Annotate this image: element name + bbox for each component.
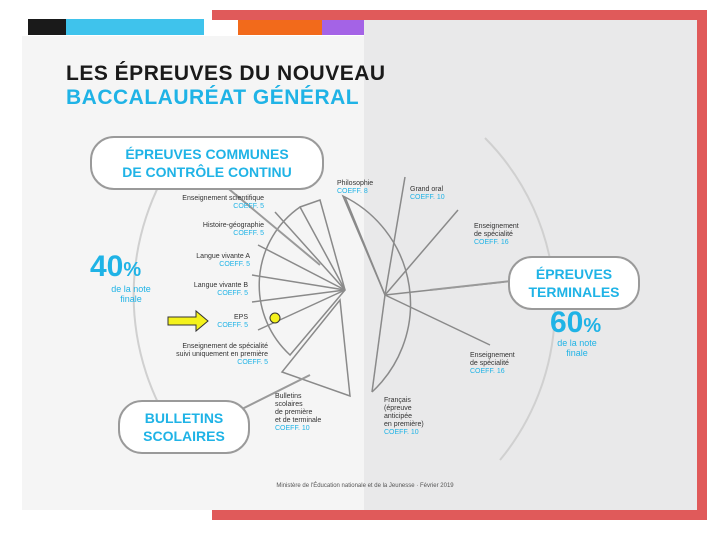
- controle-pill-line-1: ÉPREUVES COMMUNES: [125, 146, 289, 162]
- item-langue-vivante-b: [150, 282, 248, 298]
- bottom-frame-bar: [212, 510, 707, 520]
- right-share-line-1: de la note: [557, 338, 597, 348]
- item-enseignement-scientifique: [160, 195, 264, 211]
- item-name-line-1: Enseignement de spécialité: [182, 343, 268, 350]
- yellow-dot-icon: [270, 313, 280, 323]
- item-line: Enseignement: [474, 223, 519, 230]
- item-line: de spécialité: [474, 231, 513, 238]
- left-share-line-2: finale: [120, 294, 142, 304]
- right-frame-bar: [697, 10, 707, 520]
- item-specialite-2: [470, 352, 515, 376]
- footer-credit: Ministère de l'Éducation nationale et de la Jeunesse · Février 2019: [276, 483, 454, 489]
- item-name: Grand oral: [410, 186, 444, 193]
- right-percentage: [550, 308, 601, 341]
- item-line: Bulletins: [275, 393, 302, 400]
- terminales-pill-line-1: ÉPREUVES: [535, 266, 613, 282]
- item-coef: COEFF. 8: [337, 188, 368, 195]
- right-share-line-2: finale: [566, 348, 588, 358]
- item-line: anticipée: [384, 413, 413, 420]
- controle-pill-line-2: DE CONTRÔLE CONTINU: [122, 164, 292, 180]
- item-line: scolaires: [275, 401, 303, 408]
- left-share-line-1: de la note: [111, 284, 151, 294]
- item-coef: COEFF. 10: [410, 194, 445, 201]
- item-name: Langue vivante B: [193, 282, 248, 289]
- item-name: Enseignement scientifique: [182, 195, 264, 202]
- item-line: Enseignement: [470, 352, 515, 359]
- item-coef: COEFF. 10: [275, 425, 310, 432]
- item-line: de spécialité: [470, 360, 509, 367]
- item-grand-oral: [410, 186, 445, 202]
- terminales-pill-line-2: TERMINALES: [528, 284, 620, 300]
- item-line: et de terminale: [275, 417, 322, 424]
- top-bar-orange: [238, 20, 322, 35]
- item-coef: COEFF. 16: [470, 368, 505, 375]
- item-eps: [200, 314, 248, 330]
- top-bar-black: [28, 19, 66, 35]
- bulletins-pill: [118, 400, 250, 454]
- left-percent-sign: %: [123, 259, 142, 281]
- item-coef: COEFF. 16: [474, 239, 509, 246]
- item-name: EPS: [233, 314, 248, 321]
- terminales-pill: [508, 256, 640, 310]
- top-bar-cyan: [66, 19, 204, 35]
- item-name-line-2: suivi uniquement en première: [176, 351, 268, 358]
- controle-continu-pill: [90, 136, 324, 190]
- item-langue-vivante-a: [150, 253, 250, 269]
- title-line-1: LES ÉPREUVES DU NOUVEAU: [66, 62, 386, 85]
- item-line: Français: [384, 397, 411, 404]
- item-coef: COEFF. 5: [233, 203, 264, 210]
- item-name: Langue vivante A: [196, 253, 250, 260]
- title-line-2: BACCALAURÉAT GÉNÉRAL: [66, 86, 360, 109]
- item-coef: COEFF. 10: [384, 429, 419, 436]
- item-bulletins-scolaires: [275, 393, 321, 433]
- item-coef: COEFF. 5: [233, 230, 264, 237]
- item-francais: [384, 397, 424, 437]
- left-percentage: [90, 252, 141, 285]
- right-percent-value: 60: [550, 306, 584, 339]
- item-coef: COEFF. 5: [219, 261, 250, 268]
- item-name: Histoire-géographie: [202, 222, 264, 229]
- item-specialite-premiere: [140, 343, 268, 367]
- item-coef: COEFF. 5: [217, 322, 248, 329]
- item-line: en première): [384, 421, 424, 428]
- item-line: de première: [275, 409, 313, 416]
- top-bar-red: [212, 10, 707, 20]
- item-histoire-geographie: [160, 222, 264, 238]
- item-coef: COEFF. 5: [217, 290, 248, 297]
- item-name: Philosophie: [337, 180, 374, 187]
- bulletins-pill-line-1: BULLETINS: [144, 410, 224, 426]
- item-philosophie: [337, 180, 373, 196]
- item-coef: COEFF. 5: [237, 359, 268, 366]
- right-percent-sign: %: [583, 315, 602, 337]
- item-line: (épreuve: [384, 405, 412, 412]
- bulletins-pill-line-2: SCOLAIRES: [143, 428, 225, 444]
- right-share-caption: [542, 338, 612, 358]
- item-specialite-1: [474, 223, 519, 247]
- left-percent-value: 40: [90, 250, 124, 283]
